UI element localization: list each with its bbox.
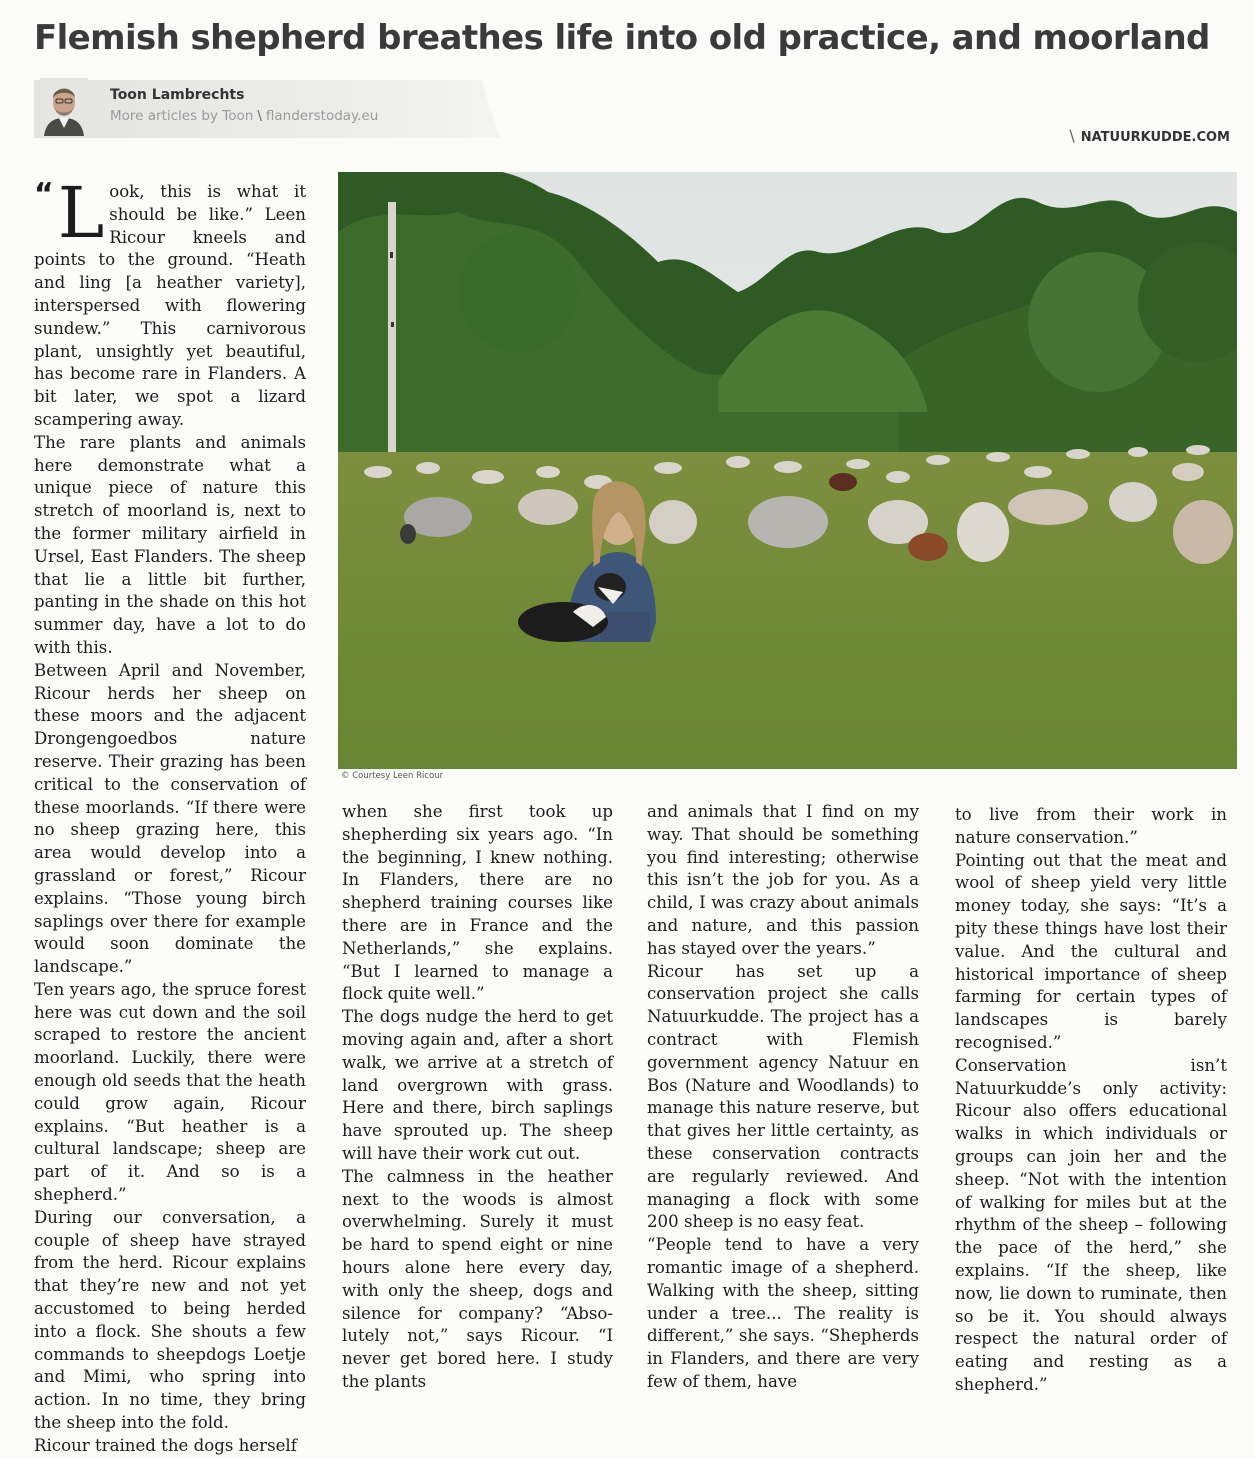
paragraph: During our conversation, a couple of sheep have strayed from the herd. Ricour explains that they’re new and not yet accustomed to being herded into a flock. She shouts a few commands to sheepdogs Loetje and Mimi, who spring into action. In no time, they bring the sheep into the fold.: [34, 1207, 306, 1433]
article-column-2: [342, 801, 613, 1394]
paragraph: The rare plants and animals here demonstrate what a unique piece of nature this stretch of moorland is, next to the former military airfield in Ursel, East Flanders. The sheep that lie a little bit further, panting in the shade on this hot summer day, have a lot to do with this.: [34, 432, 306, 657]
paragraph-lead: [34, 172, 306, 432]
separator-slash: \: [1069, 126, 1075, 145]
quote-mark-icon: “: [34, 177, 54, 212]
article-column-3: [647, 801, 919, 1394]
source-credit-text: NATUURKUDDE.COM: [1080, 130, 1230, 145]
paragraph: and animals that I find on my way. That should be something you find interesting; otherwise this isn’t the job for you. As a child, I was crazy about animals and nature, and this passion has stayed over the years.”: [647, 802, 919, 958]
paragraph: Between April and November, Ricour herds her sheep on these moors and the adjacent Drongengoedbos nature reserve. Their grazing has been critical to the conservation of these moorlands. “If there were no sheep grazing here, this area would develop into a grassland or forest,” Ricour explains. “Those young birch saplings over there for example would soon dominate the landscape.”: [34, 660, 306, 977]
paragraph: Ricour has set up a conservation project she calls Natuurkudde. The project has a contract with Flemish government agency Natuur en Bos (Nature and Woodlands) to manage this nature reserve, but that gives her little certainty, as these conservation contracts are regularly reviewed. And managing a flock with some 200 sheep is no easy feat.: [647, 961, 919, 1232]
drop-cap: L: [57, 172, 105, 254]
paragraph: The dogs nudge the herd to get moving again and, after a short walk, we arrive at a stretch of land overgrown with grass. Here and there, birch saplings have sprouted up. The sheep will have their work cut out.: [342, 1007, 613, 1163]
headline: Flemish shepherd breathes life into old practice, and moorland: [34, 18, 1210, 58]
paragraph: Pointing out that the meat and wool of sheep yield very little money today, she says: “It’s a pity these things have lost their value. And the cultural and historical importance of sheep farming for certain types of landscapes is barely recognised.”: [955, 850, 1227, 1052]
article-column-4: [955, 804, 1227, 1397]
author-name: Toon Lambrechts: [110, 87, 245, 103]
author-links: [110, 108, 378, 124]
source-credit: [1069, 126, 1230, 145]
paragraph: Ten years ago, the spruce forest here was cut down and the soil scraped to restore the ancient moorland. Luckily, there were enough old seeds that the heath could grow again, Ricour explains. “But heather is a cultural landscape; sheep are part of it. And so is a shepherd.”: [34, 979, 306, 1205]
lead-text: ook, this is what it should be like.” Leen Ricour kneels and points to the ground. “Heath and ling [a heather variety], interspersed with flowering sundew.” This carnivorous plant, unsightly yet beautiful, has become rare in Flanders. A bit later, we spot a lizard scampering away.: [34, 182, 306, 429]
paragraph: “People tend to have a very romantic image of a shepherd. Walking with the sheep, sitting under a tree... The reality is different,” she says. “Shepherds in Flanders, and there are very few of them, have: [647, 1235, 919, 1391]
photo-credit: © Courtesy Leen Ricour: [341, 771, 444, 781]
site-link[interactable]: flanderstoday.eu: [265, 108, 379, 124]
paragraph: The calmness in the heather next to the woods is almost overwhelming. Surely it must be hard to spend eight or nine hours alone here every day, with only the sheep, dogs and silence for company? “Absolutely not,” says Ricour. “I never get bored here. I study the plants: [342, 1166, 613, 1391]
paragraph: when she first took up shepherding six years ago. “In the beginning, I knew nothing. In Flanders, there are no shepherd training courses like there are in France and the Netherlands,” she explains. “But I learned to manage a flock quite well.”: [342, 802, 613, 1004]
author-avatar: [40, 78, 88, 136]
article-photo: [338, 172, 1237, 769]
paragraph: Ricour trained the dogs herself: [34, 1435, 297, 1455]
separator-slash: \: [257, 108, 262, 124]
article-column-1: [34, 172, 306, 1458]
more-articles-link[interactable]: More articles by Toon: [110, 108, 254, 124]
paragraph: Conservation isn’t Natuurkudde’s only activity: Ricour also offers educational walks in which individuals or groups can join her and the sheep. “Not with the intention of walking for miles but at the rhythm of the sheep – following the pace of the herd,” she explains. “If the sheep, like now, lie down to ruminate, then so be it. You should always respect the natural order of eating and resting as a shepherd.”: [955, 1055, 1227, 1394]
paragraph: to live from their work in nature conservation.”: [955, 805, 1227, 847]
